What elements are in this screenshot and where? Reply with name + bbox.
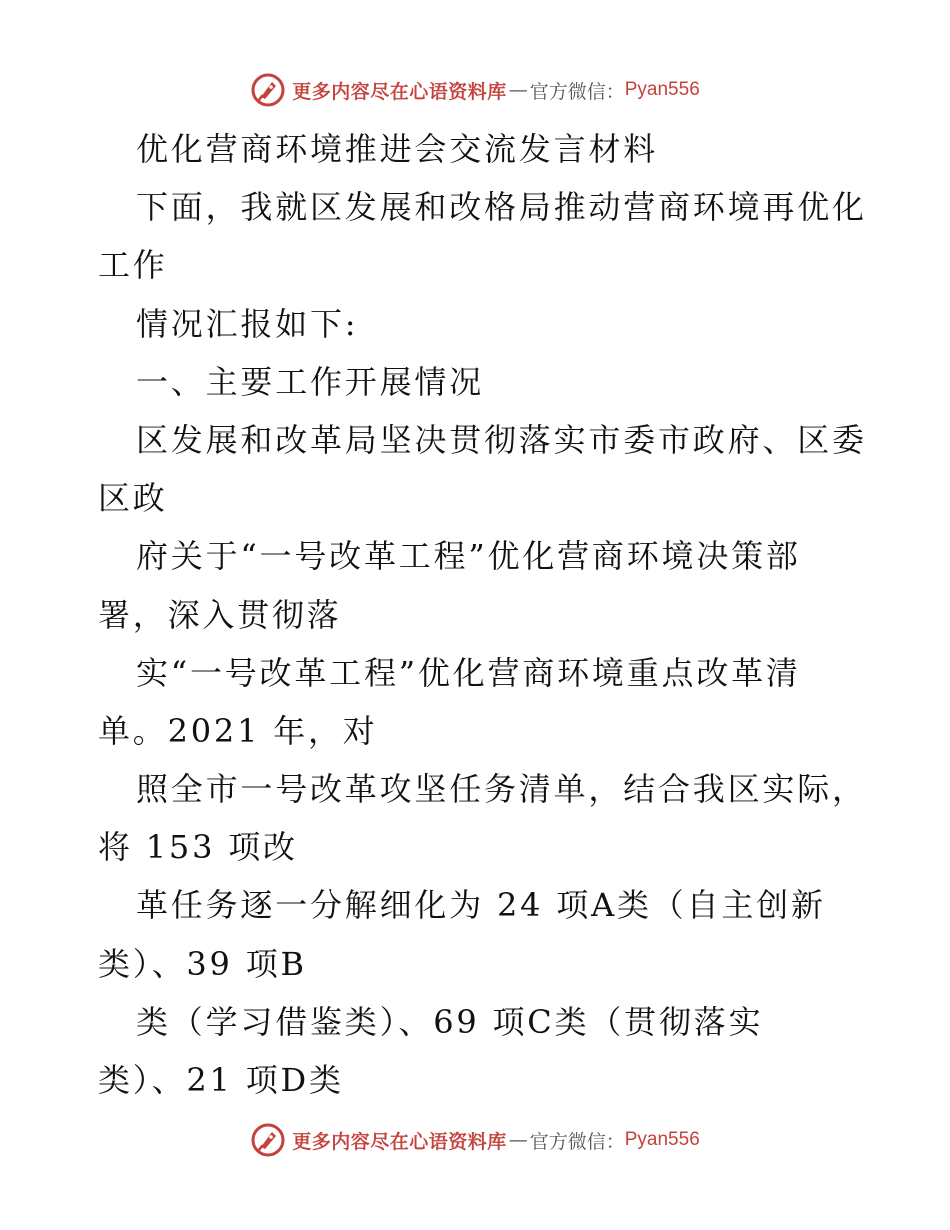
- text-line: 府关于“一号改革工程”优化营商环境决策部: [136, 537, 801, 576]
- watermark-text: 更多内容尽在心语资料库: [292, 1130, 507, 1153]
- header-watermark-banner: [0, 70, 950, 110]
- watermark-separator: —: [508, 79, 528, 101]
- text-line: 区政: [98, 479, 168, 518]
- text-line: 革任务逐一分解细化为 24 项A类（自主创新: [136, 886, 826, 925]
- watermark-contact-id: Pyan556: [624, 1129, 700, 1150]
- text-line: 照全市一号改革攻坚任务清单，结合我区实际，: [136, 770, 867, 809]
- text-line: 情况汇报如下:: [136, 304, 359, 343]
- text-line: 下面，我就区发展和改格局推动营商环境再优化: [136, 188, 867, 227]
- document-title: 优化营商环境推进会交流发言材料: [136, 130, 659, 168]
- pen-nib-logo-icon: [250, 1122, 286, 1158]
- text-line: 单。2021 年，对: [98, 711, 378, 750]
- text-line: 将 153 项改: [98, 828, 298, 867]
- watermark-contact-label: 官方微信：: [529, 80, 625, 103]
- text-line: 类）、21 项D类: [98, 1061, 344, 1099]
- pen-nib-logo-icon: [250, 72, 286, 108]
- text-line: 实“一号改革工程”优化营商环境重点改革清: [136, 653, 801, 692]
- section-heading: 一、主要工作开展情况: [136, 362, 485, 401]
- watermark-text: 更多内容尽在心语资料库: [292, 80, 507, 103]
- text-line: 类）、39 项B: [98, 944, 307, 983]
- text-line: 署，深入贯彻落: [98, 595, 342, 634]
- text-line: 工作: [98, 246, 168, 285]
- footer-watermark-banner: [0, 1120, 950, 1160]
- text-line: 区发展和改革局坚决贯彻落实市委市政府、区委: [136, 420, 867, 459]
- text-line: 类（学习借鉴类）、69 项C类（贯彻落实: [136, 1002, 764, 1041]
- watermark-contact-label: 官方微信：: [529, 1130, 625, 1153]
- watermark-contact-id: Pyan556: [624, 79, 700, 100]
- document-body: [98, 120, 867, 1109]
- watermark-separator: —: [508, 1129, 528, 1151]
